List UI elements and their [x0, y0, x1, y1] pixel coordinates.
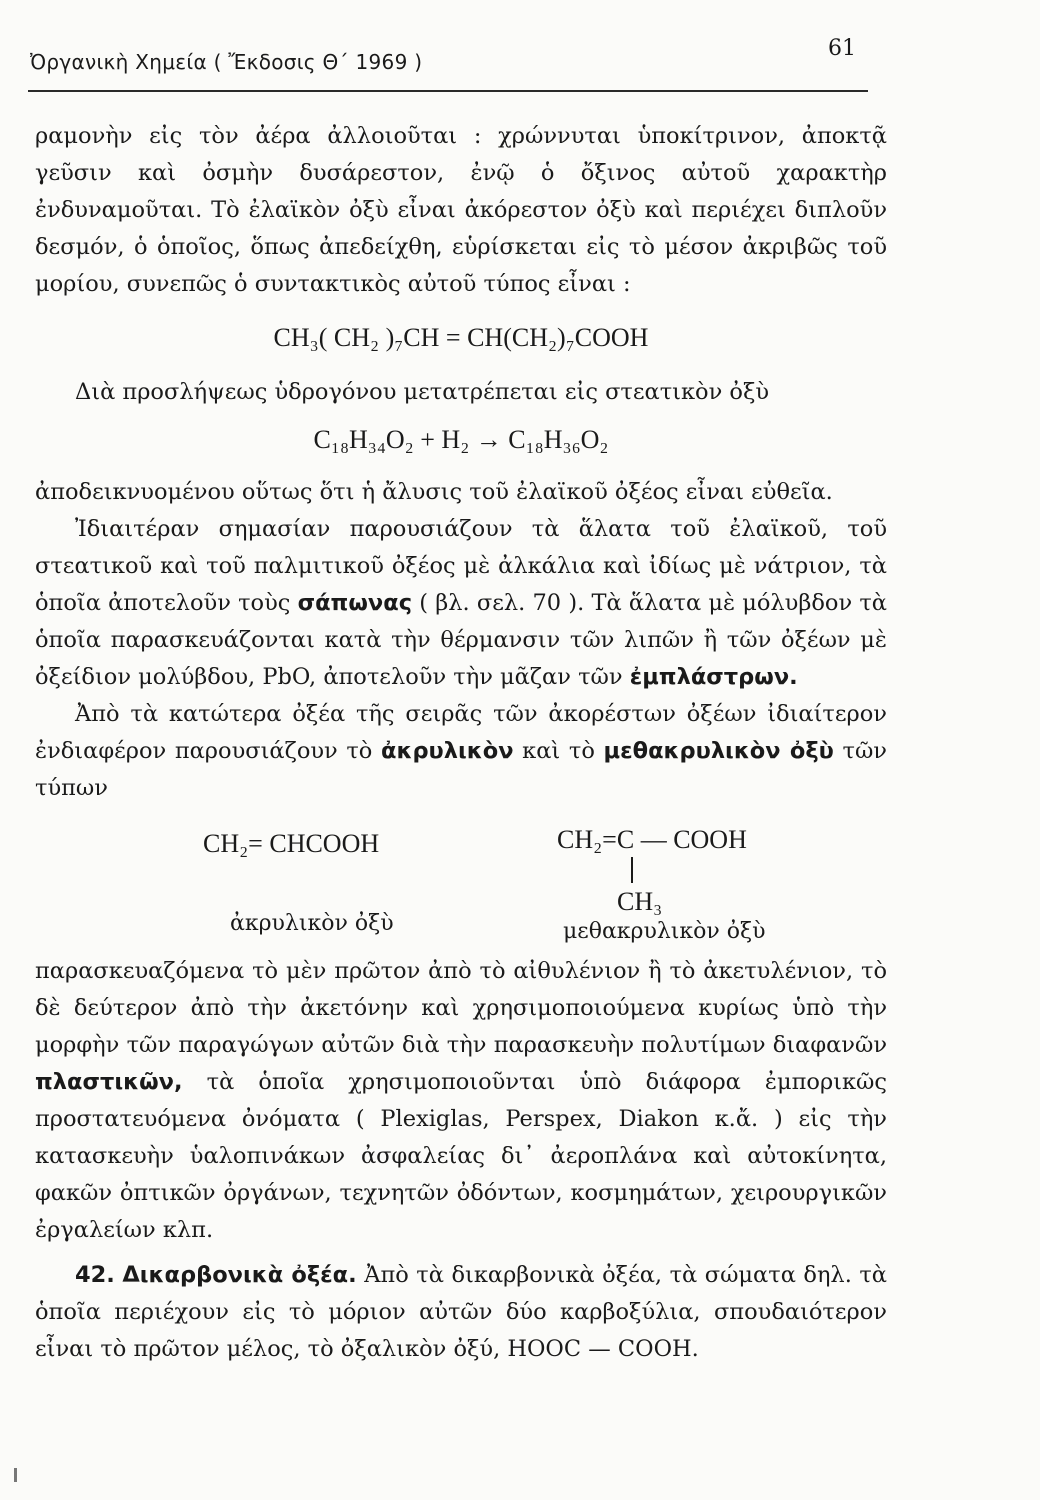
paragraph-hydrogenation: Διὰ προσλήψεως ὑδρογόνου μετατρέπεται εἰς στεατικὸν ὀξὺ	[75, 379, 770, 405]
term-plasters: ἐμπλάστρων.	[629, 664, 798, 690]
unsat-text-b: τῶν τύπων	[35, 738, 887, 801]
term-soaps: σάπωνας	[297, 590, 413, 616]
hydrogenation-equation: C₁₈H₃₄O₂ + H₂ → C₁₈H₃₆O₂	[313, 425, 609, 454]
section-42	[35, 1257, 887, 1368]
running-head: Ὀργανικὴ Χημεία ( Ἔκδοσις Θ΄ 1969 )	[30, 50, 423, 74]
acrylic-acid-label: ἀκρυλικὸν ὀξὺ	[230, 911, 394, 936]
unsat-text-mid: καὶ τὸ	[522, 738, 595, 764]
section-number: 42.	[75, 1262, 115, 1288]
acrylic-acid-formula: CH₂= CHCOOH	[203, 829, 380, 858]
plastics-text-b: τὰ ὁποῖα χρησιμοποιοῦνται ὑπὸ διάφορα ἐμπορικῶς προστατευόμενα ὀνόματα ( Plexiglas, Perspex, Diakon κ.ἄ. ) εἰς τὴν κατασκευὴν ὑαλοπινάκων ἀσφαλείας δι᾿ ἀεροπλάνα καὶ αὐτοκίνητα, φακῶν ὀπτικῶν ὀργάνων, τεχνητῶν ὀδόντων, κοσμημάτων, χειρουργικῶν ἐργαλείων κλπ.	[35, 1069, 888, 1243]
paragraph-oleic-acid: ραμονὴν εἰς τὸν ἀέρα ἀλλοιοῦται : χρώννυται ὑποκίτρινον, ἀποκτᾷ γεῦσιν καὶ ὀσμὴν δυσάρεστον, ἐνῷ ὁ ὄξινος αὐτοῦ χαρακτὴρ ἐνδυναμοῦται. Τὸ ἐλαϊκὸν ὀξὺ εἶναι ἀκόρεστον ὀξὺ καὶ περιέχει διπλοῦν δεσμόν, ὁ ὁποῖος, ὅπως ἀπεδείχθη, εὑρίσκεται εἰς τὸ μέσον ἀκριβῶς τοῦ μορίου, συνεπῶς ὁ συντακτικὸς αὐτοῦ τύπος εἶναι :	[35, 123, 887, 297]
salts-text-b: ( βλ. σελ. 70 ). Τὰ ἅλατα μὲ μόλυβδον τὰ ὁποῖα παρασκευάζονται κατὰ τὴν θέρμανσιν τῶν λιπῶν ἢ τῶν ὀξέων μὲ ὀξείδιον μολύβδου, PbO, ἀποτελοῦν τὴν μᾶζαν τῶν	[35, 590, 887, 690]
paragraph-plastics	[35, 953, 887, 1249]
page-number: 61	[828, 36, 856, 61]
section-text: Ἀπὸ τὰ δικαρβονικὰ ὀξέα, τὰ σώματα δηλ. τὰ ὁποῖα περιέχουν εἰς τὸ μόριον αὐτῶν δύο καρβοξύλια, σπουδαιότερον εἶναι τὸ πρῶτον μέλος, τὸ ὀξαλικὸν ὀξύ, HOOC — COOH.	[35, 1262, 887, 1362]
term-methacrylic: μεθακρυλικὸν ὀξὺ	[603, 738, 834, 764]
methacrylic-acid-formula: CH₂=C — COOH	[557, 825, 747, 854]
section-title: Δικαρβονικὰ ὀξέα.	[122, 1262, 357, 1288]
term-plastics: πλαστικῶν,	[35, 1069, 183, 1095]
oleic-acid-formula: CH₃( CH₂ )₇CH = CH(CH₂)₇COOH	[273, 323, 649, 352]
plastics-text-a: παρασκευαζόμενα τὸ μὲν πρῶτον ἀπὸ τὸ αἰθυλένιον ἢ τὸ ἀκετυλένιον, τὸ δὲ δεύτερον ἀπὸ τὴν ἀκετόνην καὶ χρησιμοποιούμενα κυρίως ὑπὸ τὴν μορφὴν τῶν παραγώγων αὐτῶν διὰ τὴν παρασκευὴν πολυτίμων διαφανῶν	[35, 958, 887, 1058]
margin-mark	[14, 1468, 17, 1482]
page-body	[35, 118, 887, 1368]
page-header	[28, 36, 868, 92]
paragraph-unsaturated-acids	[35, 696, 887, 807]
salts-text-a: Ἰδιαιτέραν σημασίαν παρουσιάζουν τὰ ἅλατα τοῦ ἐλαϊκοῦ, τοῦ στεατικοῦ καὶ τοῦ παλμιτικοῦ ὀξέος μὲ ἀλκάλια καὶ ἰδίως μὲ νάτριον, τὰ ὁποῖα ἀποτελοῦν τοὺς	[35, 516, 887, 616]
paragraph-salts	[35, 511, 887, 696]
methacrylic-acid-label: μεθακρυλικὸν ὀξὺ	[563, 919, 766, 944]
unsat-text-a: Ἀπὸ τὰ κατώτερα ὀξέα τῆς σειρᾶς τῶν ἀκορέστων ὀξέων ἰδιαίτερον ἐνδιαφέρον παρουσιάζουν τὸ	[35, 701, 887, 764]
methyl-bond-line	[631, 857, 633, 883]
term-acrylic: ἀκρυλικὸν	[381, 738, 514, 764]
acid-structures	[35, 813, 887, 945]
paragraph-straight-chain: ἀποδεικνυομένου οὕτως ὅτι ἡ ἄλυσις τοῦ ἐλαϊκοῦ ὀξέος εἶναι εὐθεῖα.	[35, 479, 833, 505]
methacrylic-methyl-group: CH₃	[617, 887, 663, 916]
